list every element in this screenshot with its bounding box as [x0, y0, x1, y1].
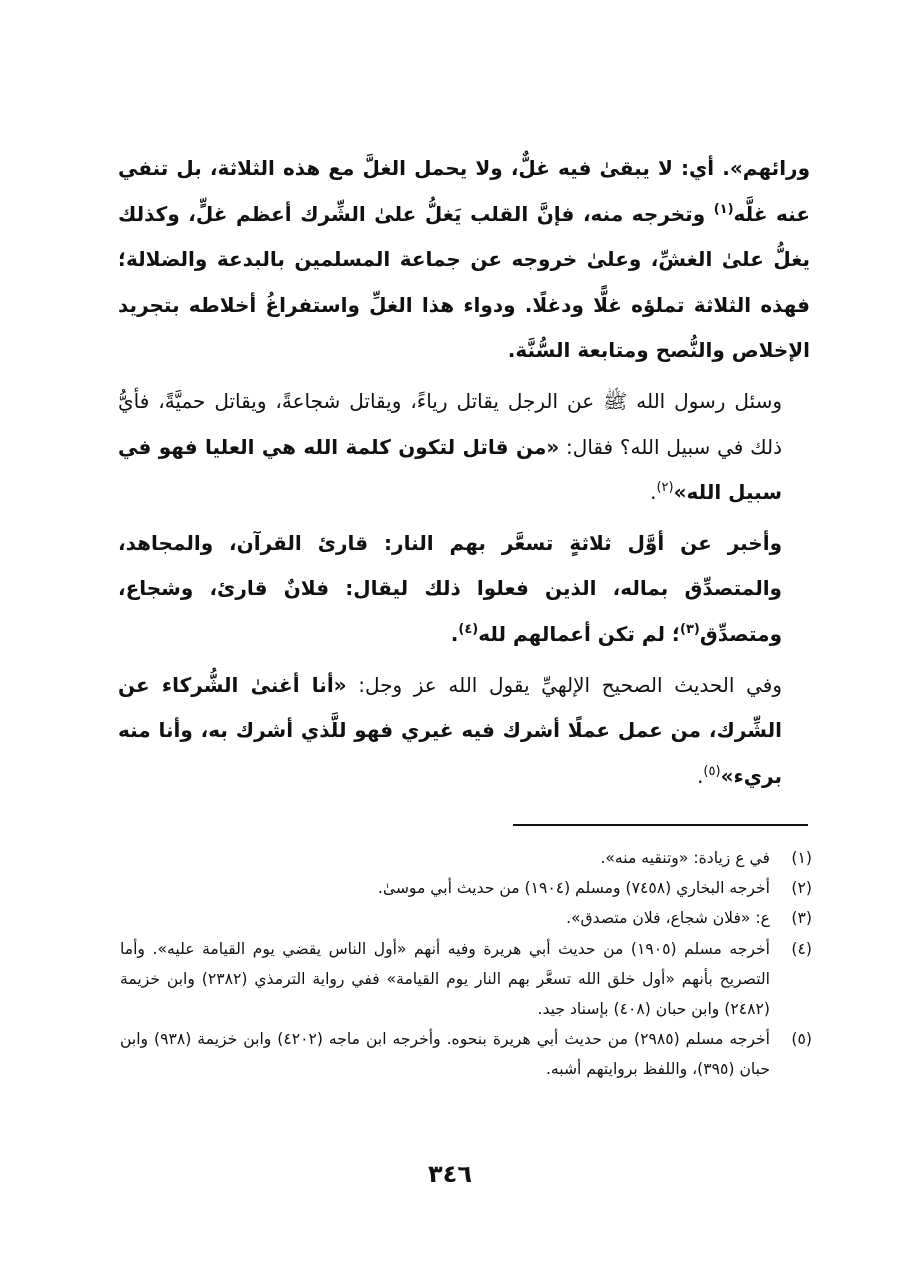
footnote-text: أخرجه مسلم (٢٩٨٥) من حديث أبي هريرة بنحوه. وأخرجه ابن ماجه (٤٢٠٢) وابن خزيمة (٩٣٨) وابن حبان (٣٩٥)، واللفظ بروايتهم أشبه.	[120, 1030, 770, 1079]
footnote-ref-1: (١)	[713, 201, 734, 217]
footnote-separator	[513, 824, 808, 826]
footnote-number: (٥)	[791, 1030, 812, 1049]
footnote-ref-3: (٣)	[680, 621, 700, 637]
hadith-quote-2: «أنا أغنىٰ الشُّركاء عن الشِّرك، من عمل عملًا أشرك فيه غيري فهو للَّذي أشرك به، وأنا منه بريء»	[118, 672, 782, 788]
footnote-text: في ع زيادة: «وتنقيه منه».	[600, 849, 770, 867]
page-number: ٣٤٦	[428, 1160, 472, 1188]
footnote-1	[120, 843, 812, 873]
footnote-ref-5: (٥)	[703, 763, 721, 779]
footnote-text: ع: «فلان شجاع، فلان متصدق».	[566, 909, 770, 928]
paragraph-4: وفي الحديث الصحيح الإلهيِّ يقول الله عز وجل: «أنا أغنىٰ الشُّركاء عن الشِّرك، من عمل عملًا أشرك فيه غيري فهو للَّذي أشرك به، وأنا منه بريء»$^{(٥)}$.	[118, 672, 782, 788]
footnote-4	[120, 934, 812, 1025]
footnote-number: (٣)	[791, 909, 812, 928]
footnote-number: (٢)	[791, 879, 812, 898]
footnote-3	[120, 903, 812, 933]
paragraph-2: وسئل رسول الله ﷺ عن الرجل يقاتل رياءً، ويقاتل شجاعةً، ويقاتل حميَّةً، فأيُّ ذلك في سبيل الله؟ فقال: «من قاتل لتكون كلمة الله هي العليا فهو في سبيل الله»$^{(٢)}$.	[118, 388, 783, 505]
footnote-5	[120, 1024, 812, 1084]
footnotes	[120, 843, 812, 1085]
paragraph-1: ورائهم». أي: لا يبقىٰ فيه غلٌّ، ولا يحمل الغلَّ مع هذه الثلاثة، بل تنفي عنه غلَّه$^{(١)}$ وتخرجه منه، فإنَّ القلب يَغلُّ علىٰ الشِّرك أعظم غلٍّ، وكذلك يغلُّ علىٰ الغشِّ، وعلىٰ خروجه عن جماعة المسلمين بالبدعة والضلالة؛ فهذه الثلاثة تملؤه غلًّا ودغلًا. ودواء هذا الغلِّ واستفراغُ أخلاطه بتجريد الإخلاص والنُّصح ومتابعة السُّنَّة.	[118, 156, 810, 363]
footnote-2	[120, 873, 812, 903]
footnote-text: أخرجه مسلم (١٩٠٥) من حديث أبي هريرة وفيه أنهم «أول الناس يقضي يوم القيامة عليه». وأما التصريح بأنهم «أول خلق الله تسعَّر بهم النار يوم القيامة» ففي رواية الترمذي (٢٣٨٢) وابن خزيمة (٢٤٨٢) وابن حبان (٤٠٨) بإسناد جيد.	[120, 939, 770, 1019]
footnote-text: أخرجه البخاري (٧٤٥٨) ومسلم (١٩٠٤) من حديث أبي موسىٰ.	[377, 879, 770, 898]
footnote-ref-2: (٢)	[656, 480, 674, 496]
hadith-quote-1: «من قاتل لتكون كلمة الله هي العليا فهو في سبيل الله»	[118, 434, 782, 505]
footnote-number: (٤)	[791, 939, 812, 958]
footnote-ref-4: (٤)	[458, 621, 479, 637]
footnote-number: (١)	[791, 849, 812, 867]
main-text	[118, 146, 810, 804]
paragraph-3: وأخبر عن أوَّل ثلاثةٍ تسعَّر بهم النار: قارئ القرآن، والمجاهد، والمتصدِّق بماله، الذين فعلوا ذلك ليقال: فلانٌ قارئ، وشجاع، ومتصدِّق$^{(٣)}$؛ لم تكن أعمالهم لله$^{(٤)}$.	[118, 530, 782, 646]
